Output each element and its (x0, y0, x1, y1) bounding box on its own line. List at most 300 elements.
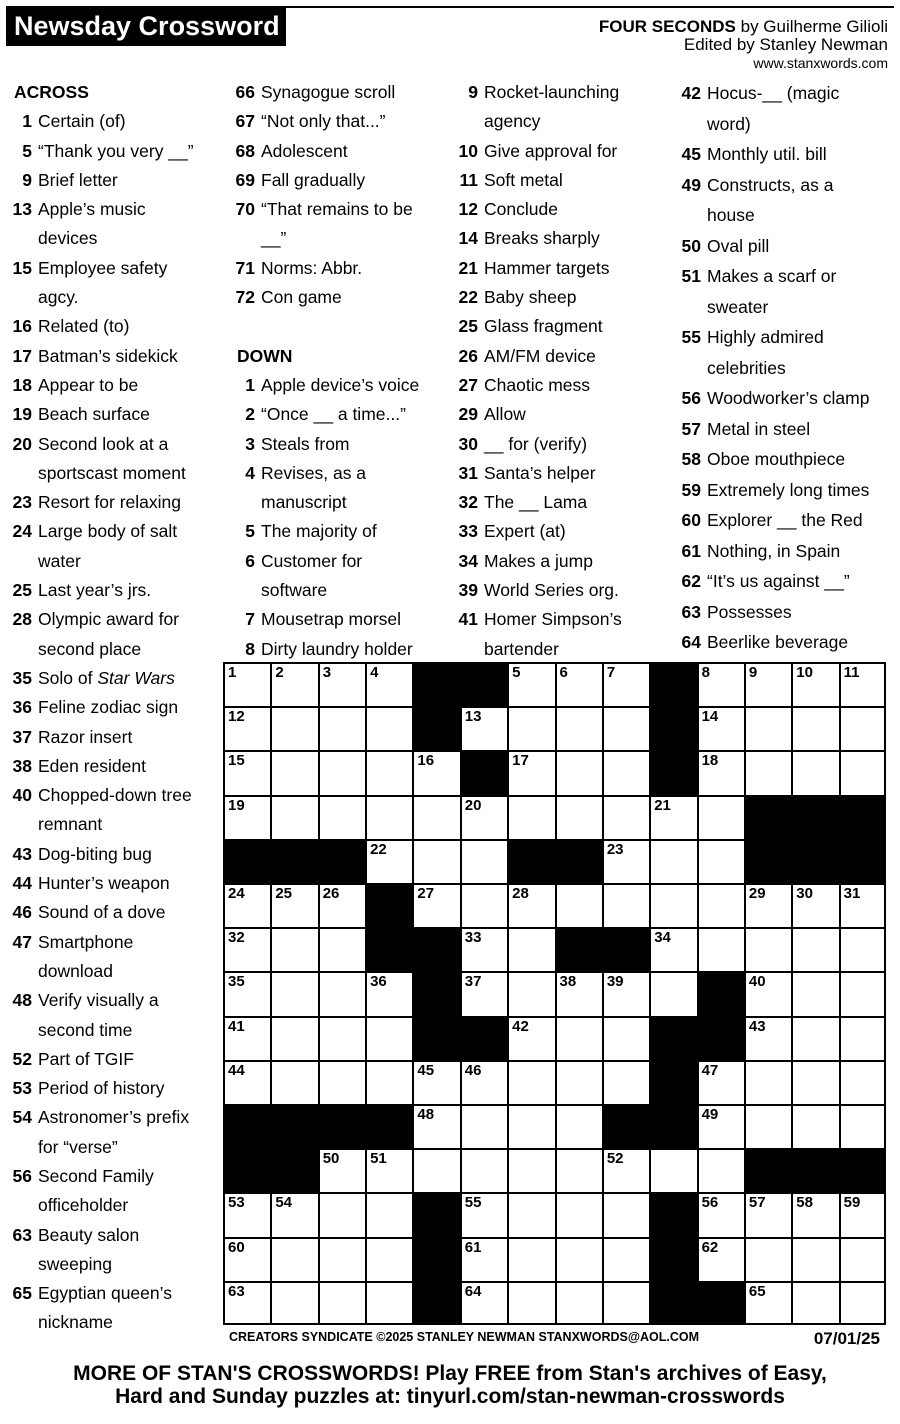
grid-cell[interactable] (270, 1281, 318, 1326)
clue-text-line: “Once __ a time...” (261, 404, 406, 425)
website-link[interactable]: www.stanxwords.com (753, 55, 888, 71)
grid-cell[interactable] (507, 706, 555, 751)
cell-number: 39 (606, 973, 624, 991)
grid-cell[interactable] (507, 1148, 555, 1193)
grid-cell[interactable] (649, 839, 697, 884)
grid-cell[interactable] (697, 706, 745, 751)
grid-cell[interactable] (365, 1016, 413, 1061)
grid-cell[interactable] (270, 706, 318, 751)
clue-down-57 (676, 414, 891, 445)
clue-text (38, 166, 118, 195)
grid-cell[interactable] (555, 883, 603, 928)
grid-cell[interactable] (365, 706, 413, 751)
grid-cell[interactable] (555, 971, 603, 1016)
clue-number: 25 (458, 316, 478, 337)
clue-across-35 (7, 664, 217, 693)
grid-cell[interactable] (602, 1060, 650, 1105)
grid-cell[interactable] (839, 927, 887, 972)
clue-number: 44 (12, 873, 32, 894)
clue-text (261, 283, 342, 312)
cell-number: 51 (370, 1150, 387, 1168)
clue-text-line: Oboe mouthpiece (707, 449, 846, 469)
clue-text-line: Homer Simpson’s (484, 609, 622, 630)
clue-number: 65 (12, 1283, 32, 1304)
grid-cell[interactable] (839, 1016, 887, 1061)
clue-text-line: Possesses (707, 601, 792, 622)
clue-text (484, 342, 596, 371)
clue-text-line: Hunter’s weapon (38, 873, 170, 894)
cell-number: 23 (606, 840, 624, 858)
grid-cell[interactable] (365, 1192, 413, 1237)
grid-cell[interactable] (649, 1148, 697, 1193)
clue-text (261, 517, 377, 546)
grid-cell[interactable] (602, 750, 650, 795)
grid-cell[interactable] (507, 1104, 555, 1149)
cell-number: 28 (512, 885, 529, 902)
grid-cell[interactable] (507, 1016, 555, 1061)
grid-cell[interactable] (744, 1104, 792, 1149)
crossword-grid (223, 662, 886, 1325)
grid-cell[interactable] (318, 706, 366, 751)
clue-text (38, 195, 146, 254)
clue-across-47 (7, 928, 217, 987)
cell-number: 11 (843, 664, 860, 681)
cell-number: 46 (464, 1061, 482, 1079)
grid-cell[interactable] (318, 1237, 366, 1282)
clue-across-23 (7, 488, 217, 517)
grid-cell[interactable] (223, 927, 271, 972)
cell-number: 58 (796, 1194, 813, 1212)
grid-cell[interactable] (507, 971, 555, 1016)
grid-cell[interactable] (507, 795, 555, 840)
grid-cell[interactable] (555, 1192, 603, 1237)
clue-number: 18 (12, 374, 32, 395)
grid-cell[interactable] (791, 1237, 839, 1282)
grid-cell[interactable] (555, 1060, 603, 1105)
clue-text (707, 322, 824, 383)
down-heading: DOWN (237, 345, 293, 366)
grid-cell-black (649, 1237, 697, 1282)
grid-cell[interactable] (460, 883, 508, 928)
grid-cell[interactable] (791, 662, 839, 707)
clue-column-1 (7, 78, 217, 1338)
grid-cell[interactable] (318, 927, 366, 972)
grid-cell[interactable] (697, 1148, 745, 1193)
clue-across-63 (7, 1221, 217, 1280)
grid-cell[interactable] (555, 795, 603, 840)
clue-text-line: remnant (38, 814, 103, 835)
clue-text-line: Con game (261, 287, 342, 308)
grid-cell[interactable] (839, 706, 887, 751)
grid-cell-black (697, 1281, 745, 1326)
clue-number: 33 (458, 521, 478, 542)
grid-cell[interactable] (744, 971, 792, 1016)
grid-cell[interactable] (697, 883, 745, 928)
clue-text (261, 254, 362, 283)
clue-text-line: Rocket-launching (484, 82, 620, 102)
cell-number: 5 (512, 664, 521, 681)
grid-cell[interactable] (697, 1192, 745, 1237)
clue-number: 22 (458, 287, 478, 308)
grid-cell[interactable] (318, 1148, 366, 1193)
clue-text-line: Razor insert (38, 726, 133, 747)
grid-cell[interactable] (223, 1192, 271, 1237)
grid-cell[interactable] (744, 1060, 792, 1105)
clue-text-line: Olympic award for (38, 609, 180, 630)
grid-cell-black (365, 883, 413, 928)
clue-text (261, 195, 413, 254)
grid-cell[interactable] (555, 1148, 603, 1193)
grid-cell[interactable] (460, 971, 508, 1016)
grid-cell[interactable] (602, 1281, 650, 1326)
grid-cell[interactable] (412, 1148, 460, 1193)
grid-cell-black (839, 1148, 887, 1193)
clue-across-43 (7, 840, 217, 869)
clue-across-72 (230, 283, 440, 312)
cell-number: 12 (228, 708, 245, 726)
clue-number: 24 (12, 521, 32, 542)
grid-cell[interactable] (318, 1192, 366, 1237)
grid-cell[interactable] (318, 795, 366, 840)
grid-cell[interactable] (649, 883, 697, 928)
grid-cell[interactable] (270, 971, 318, 1016)
clue-text (38, 723, 132, 752)
grid-cell[interactable] (318, 883, 366, 928)
grid-cell[interactable] (460, 706, 508, 751)
grid-cell[interactable] (412, 1104, 460, 1149)
grid-cell[interactable] (460, 1104, 508, 1149)
grid-cell[interactable] (460, 1060, 508, 1105)
cell-number: 33 (464, 929, 482, 947)
clue-down-8 (230, 635, 440, 664)
grid-cell[interactable] (460, 1148, 508, 1193)
grid-cell[interactable] (744, 750, 792, 795)
grid-cell[interactable] (602, 1237, 650, 1282)
cell-number: 29 (748, 885, 766, 902)
grid-cell-black (507, 839, 555, 884)
clue-text-line: Oval pill (707, 235, 770, 256)
grid-cell[interactable] (318, 971, 366, 1016)
grid-cell[interactable] (412, 750, 460, 795)
grid-cell[interactable] (270, 927, 318, 972)
cell-number: 10 (796, 664, 813, 681)
grid-cell[interactable] (555, 1104, 603, 1149)
grid-cell[interactable] (744, 1192, 792, 1237)
grid-cell[interactable] (839, 971, 887, 1016)
grid-cell[interactable] (555, 1016, 603, 1061)
clue-down-27 (453, 371, 668, 400)
grid-cell[interactable] (507, 1192, 555, 1237)
grid-cell[interactable] (365, 795, 413, 840)
clue-text (707, 536, 840, 567)
clue-down-10 (453, 137, 668, 166)
grid-cell[interactable] (555, 662, 603, 707)
clue-text-line: download (38, 960, 113, 981)
grid-cell[interactable] (223, 971, 271, 1016)
grid-cell[interactable] (555, 750, 603, 795)
clue-number: 9 (468, 82, 478, 102)
grid-cell[interactable] (697, 750, 745, 795)
cell-number: 52 (606, 1150, 624, 1168)
clue-text-line: Metal in steel (707, 418, 811, 439)
grid-cell[interactable] (744, 662, 792, 707)
grid-cell[interactable] (697, 1104, 745, 1149)
grid-cell[interactable] (270, 1016, 318, 1061)
clue-text-line: sweeping (38, 1253, 112, 1274)
cell-number: 53 (228, 1194, 245, 1212)
clue-across-44 (7, 869, 217, 898)
clue-across-46 (7, 898, 217, 927)
clue-down-63 (676, 597, 891, 628)
grid-cell[interactable] (697, 839, 745, 884)
promo-line-2: Hard and Sunday puzzles at: tinyurl.com/stan-newman-crosswords (115, 1385, 785, 1408)
clue-number: 7 (245, 609, 255, 630)
clue-text-line: Dirty laundry holder (261, 638, 413, 659)
grid-cell[interactable] (839, 1104, 887, 1149)
grid-cell[interactable] (365, 662, 413, 707)
clue-down-3 (230, 430, 440, 459)
grid-cell[interactable] (602, 706, 650, 751)
grid-cell[interactable] (697, 927, 745, 972)
cell-number: 30 (796, 885, 813, 902)
clue-text-line: Second Family (38, 1165, 154, 1186)
grid-cell[interactable] (791, 750, 839, 795)
grid-cell[interactable] (223, 1237, 271, 1282)
grid-cell[interactable] (318, 1060, 366, 1105)
grid-cell[interactable] (460, 1281, 508, 1326)
grid-cell[interactable] (223, 1016, 271, 1061)
grid-cell[interactable] (602, 839, 650, 884)
grid-cell[interactable] (412, 883, 460, 928)
grid-cell[interactable] (697, 1060, 745, 1105)
cell-number: 1 (228, 664, 237, 681)
clue-across-38 (7, 752, 217, 781)
clue-text-line: Certain (of) (38, 111, 126, 132)
grid-cell[interactable] (460, 1237, 508, 1282)
grid-cell[interactable] (839, 1192, 887, 1237)
grid-cell[interactable] (649, 795, 697, 840)
grid-cell[interactable] (839, 883, 887, 928)
grid-cell[interactable] (223, 662, 271, 707)
clue-number: 30 (458, 433, 478, 454)
grid-cell[interactable] (555, 1237, 603, 1282)
grid-cell[interactable] (365, 1281, 413, 1326)
cell-number: 24 (228, 885, 245, 902)
across-heading: ACROSS (14, 82, 89, 102)
clue-text-line: officeholder (38, 1195, 129, 1216)
clue-number: 26 (458, 345, 478, 366)
grid-cell-black (649, 750, 697, 795)
cell-number: 63 (228, 1282, 245, 1300)
clue-text (484, 254, 609, 283)
clue-number: 2 (245, 404, 255, 425)
grid-cell[interactable] (839, 1237, 887, 1282)
clue-text-line: “Not only that...” (261, 111, 386, 132)
clue-across-48 (7, 986, 217, 1045)
clue-number: 11 (459, 169, 478, 190)
grid-cell[interactable] (223, 750, 271, 795)
grid-cell[interactable] (697, 662, 745, 707)
clue-column-2 (230, 78, 440, 664)
grid-cell[interactable] (460, 839, 508, 884)
grid-cell[interactable] (507, 750, 555, 795)
grid-cell[interactable] (839, 1281, 887, 1326)
grid-cell[interactable] (270, 662, 318, 707)
grid-cell[interactable] (460, 1192, 508, 1237)
grid-cell[interactable] (507, 1237, 555, 1282)
clue-text-line: Nothing, in Spain (707, 540, 841, 561)
grid-cell-black (412, 1237, 460, 1282)
grid-cell[interactable] (602, 971, 650, 1016)
grid-cell[interactable] (318, 1016, 366, 1061)
grid-cell[interactable] (412, 795, 460, 840)
grid-cell[interactable] (270, 1237, 318, 1282)
grid-cell[interactable] (649, 927, 697, 972)
clue-across-28 (7, 605, 217, 664)
clue-across-70 (230, 195, 440, 254)
grid-cell[interactable] (791, 1281, 839, 1326)
grid-cell[interactable] (318, 662, 366, 707)
grid-cell[interactable] (223, 1060, 271, 1105)
clue-text-line: Beerlike beverage (707, 632, 849, 652)
grid-cell[interactable] (507, 1281, 555, 1326)
copyright: CREATORS SYNDICATE ©2025 STANLEY NEWMAN STANXWORDS@AOL.COM (229, 1330, 700, 1344)
clue-text (261, 137, 348, 166)
clue-down-25 (453, 312, 668, 341)
clue-text-line: word) (707, 113, 751, 134)
cell-number: 41 (228, 1017, 245, 1035)
grid-cell[interactable] (602, 1148, 650, 1193)
clue-across-19 (7, 400, 217, 429)
grid-cell[interactable] (365, 1148, 413, 1193)
grid-cell[interactable] (555, 706, 603, 751)
clue-text (38, 517, 177, 576)
grid-cell[interactable] (602, 1192, 650, 1237)
clue-text (38, 781, 192, 840)
grid-cell[interactable] (270, 795, 318, 840)
clue-text-line: __” (261, 228, 287, 249)
grid-cell[interactable] (270, 1192, 318, 1237)
clue-text (261, 430, 350, 459)
grid-cell[interactable] (507, 1060, 555, 1105)
grid-cell[interactable] (744, 883, 792, 928)
grid-cell[interactable] (791, 1192, 839, 1237)
grid-cell[interactable] (697, 1237, 745, 1282)
clue-text-line: Employee safety (38, 257, 168, 278)
grid-cell[interactable] (365, 750, 413, 795)
clue-down-61 (676, 536, 891, 567)
grid-cell[interactable] (791, 1104, 839, 1149)
grid-cell[interactable] (839, 750, 887, 795)
grid-cell[interactable] (223, 795, 271, 840)
grid-cell[interactable] (365, 839, 413, 884)
clue-text-line: Sound of a dove (38, 902, 166, 923)
grid-cell[interactable] (839, 1060, 887, 1105)
clue-text-line: house (707, 205, 755, 225)
grid-cell[interactable] (460, 927, 508, 972)
clue-text-line: Allow (484, 404, 526, 425)
clue-down-64 (676, 627, 891, 658)
grid-cell[interactable] (744, 1016, 792, 1061)
clue-number: 5 (245, 521, 255, 542)
clue-down-56 (676, 383, 891, 414)
grid-cell[interactable] (318, 1281, 366, 1326)
grid-cell-black (791, 1148, 839, 1193)
grid-cell[interactable] (507, 883, 555, 928)
clue-text-line: Extremely long times (707, 479, 870, 500)
cell-number: 43 (748, 1017, 766, 1035)
grid-cell[interactable] (318, 750, 366, 795)
clue-number: 32 (458, 492, 478, 513)
grid-cell[interactable] (365, 1060, 413, 1105)
grid-cell[interactable] (744, 1281, 792, 1326)
grid-cell[interactable] (791, 1060, 839, 1105)
clue-number: 70 (235, 199, 255, 220)
puzzle-title: FOUR SECONDS (598, 17, 736, 36)
grid-cell[interactable] (270, 1060, 318, 1105)
clue-number: 21 (458, 257, 478, 278)
grid-cell[interactable] (365, 971, 413, 1016)
grid-cell[interactable] (223, 706, 271, 751)
grid-cell[interactable] (649, 971, 697, 1016)
grid-cell-black (649, 662, 697, 707)
grid-cell[interactable] (555, 1281, 603, 1326)
cell-number: 19 (228, 796, 245, 814)
clue-across-37 (7, 723, 217, 752)
grid-cell[interactable] (744, 1237, 792, 1282)
grid-cell[interactable] (791, 1016, 839, 1061)
grid-cell[interactable] (602, 1016, 650, 1061)
grid-cell[interactable] (270, 750, 318, 795)
grid-cell[interactable] (507, 927, 555, 972)
clue-text (38, 693, 178, 722)
grid-cell[interactable] (791, 971, 839, 1016)
clue-text-line: Revises, as a (261, 462, 367, 483)
clue-text (707, 566, 850, 597)
clue-number: 35 (12, 667, 32, 688)
grid-cell[interactable] (697, 795, 745, 840)
clue-number: 13 (12, 199, 32, 220)
grid-cell[interactable] (412, 1060, 460, 1105)
grid-cell[interactable] (412, 839, 460, 884)
grid-cell[interactable] (744, 927, 792, 972)
clue-down-5 (230, 517, 440, 546)
grid-cell[interactable] (223, 883, 271, 928)
clue-across-54 (7, 1103, 217, 1162)
grid-cell[interactable] (460, 795, 508, 840)
grid-cell[interactable] (791, 706, 839, 751)
grid-cell[interactable] (270, 883, 318, 928)
clue-text-line: Beauty salon (38, 1224, 140, 1245)
grid-cell[interactable] (507, 662, 555, 707)
clue-text (38, 107, 126, 136)
puzzle-date: 07/01/25 (813, 1329, 880, 1348)
grid-cell[interactable] (602, 662, 650, 707)
grid-cell[interactable] (791, 883, 839, 928)
clue-text-line: Beach surface (38, 404, 150, 425)
clue-number: 3 (245, 433, 255, 454)
cell-number: 6 (559, 664, 568, 681)
grid-cell[interactable] (839, 662, 887, 707)
grid-cell[interactable] (791, 927, 839, 972)
grid-cell[interactable] (744, 706, 792, 751)
clue-text-line: Smartphone (38, 931, 134, 952)
grid-cell[interactable] (602, 795, 650, 840)
grid-cell[interactable] (365, 1237, 413, 1282)
clue-text-line: agency (484, 111, 541, 132)
grid-cell[interactable] (223, 1281, 271, 1326)
grid-cell[interactable] (602, 883, 650, 928)
